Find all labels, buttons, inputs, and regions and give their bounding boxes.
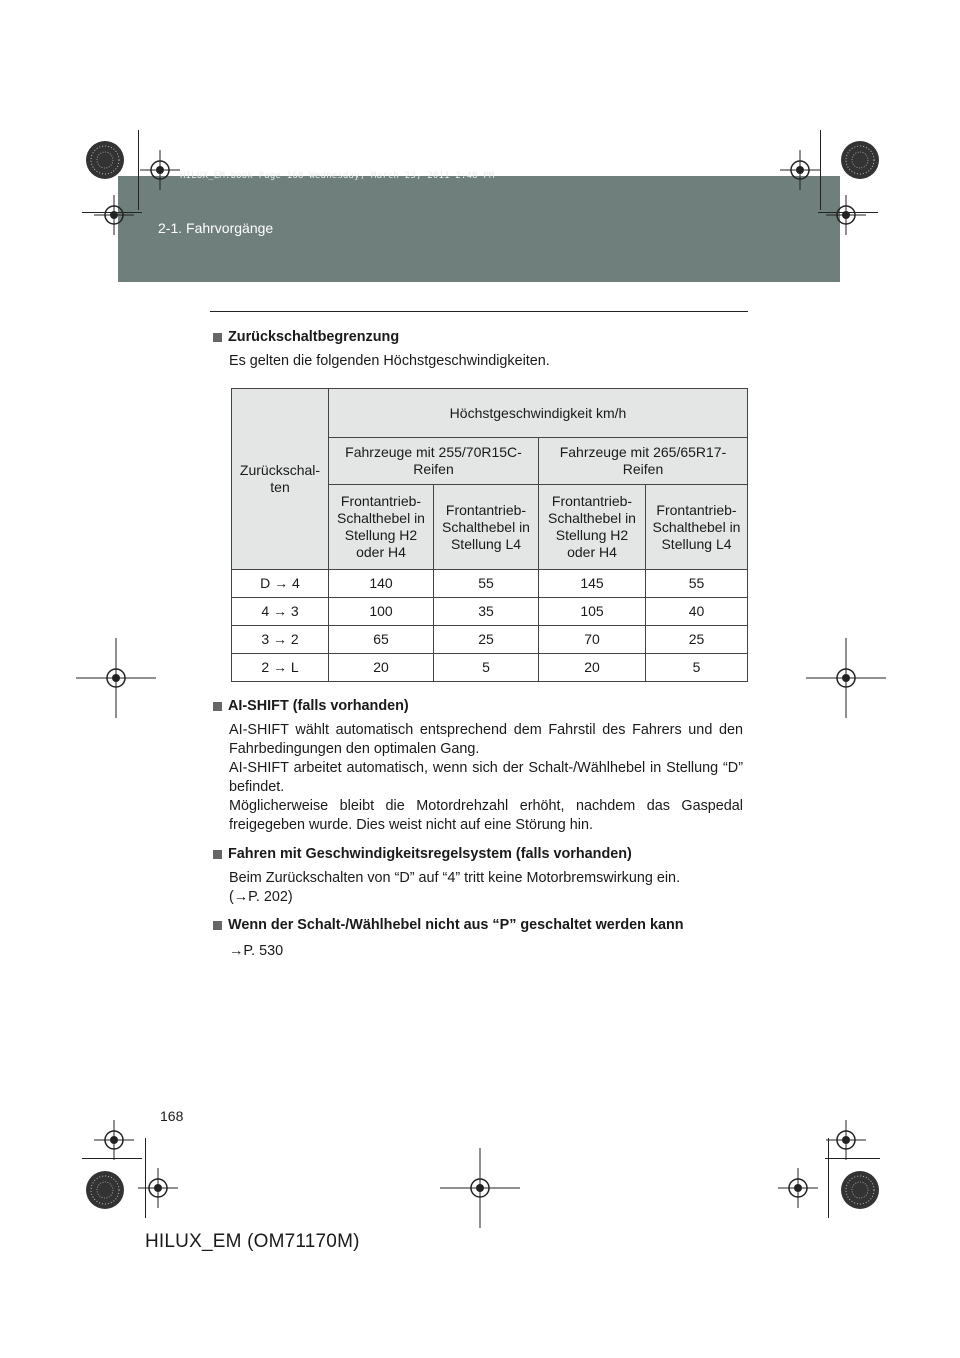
starburst-mark-icon bbox=[840, 1170, 880, 1210]
heading-text: Zurückschaltbegrenzung bbox=[228, 329, 400, 345]
value-cell: 145 bbox=[539, 570, 646, 598]
value-cell: 40 bbox=[646, 598, 748, 626]
header-col2: Frontantrieb-Schalthebel in Stellung L4 bbox=[434, 485, 539, 570]
crop-line bbox=[138, 130, 139, 210]
section-heading bbox=[213, 916, 743, 935]
square-bullet-icon bbox=[213, 921, 222, 930]
registration-mark-icon bbox=[76, 638, 156, 718]
heading-text: Wenn der Schalt-/Wählhebel nicht aus “P” geschaltet werden kann bbox=[228, 917, 684, 933]
section-downshift-limit bbox=[213, 328, 743, 371]
square-bullet-icon bbox=[213, 850, 222, 859]
section-heading bbox=[213, 328, 743, 347]
shift-cell: D → 4 bbox=[232, 570, 329, 598]
registration-mark-icon bbox=[94, 1120, 134, 1160]
registration-mark-icon bbox=[140, 150, 180, 190]
square-bullet-icon bbox=[213, 333, 222, 342]
square-bullet-icon bbox=[213, 702, 222, 711]
registration-mark-icon bbox=[94, 195, 134, 235]
divider bbox=[210, 311, 748, 312]
value-cell: 100 bbox=[329, 598, 434, 626]
table-row bbox=[232, 626, 748, 654]
registration-mark-icon bbox=[778, 1168, 818, 1208]
registration-mark-icon bbox=[826, 1120, 866, 1160]
paragraph: Es gelten die folgenden Höchstgeschwindigkeiten. bbox=[229, 353, 550, 369]
page-number: 168 bbox=[160, 1108, 184, 1124]
paragraph: Beim Zurückschalten von “D” auf “4” tritt keine Motorbremswirkung ein. bbox=[229, 870, 681, 886]
header-col4: Frontantrieb-Schalthebel in Stellung L4 bbox=[646, 485, 748, 570]
header-col3: Frontantrieb-Schalthebel in Stellung H2 oder H4 bbox=[539, 485, 646, 570]
header-col1: Frontantrieb-Schalthebel in Stellung H2 oder H4 bbox=[329, 485, 434, 570]
section-cruise-control bbox=[213, 845, 743, 907]
section-ai-shift bbox=[213, 697, 743, 835]
registration-mark-icon bbox=[780, 150, 820, 190]
chapter-header bbox=[118, 176, 840, 282]
registration-mark-icon bbox=[826, 195, 866, 235]
section-title: 2-1. Fahrvorgänge bbox=[158, 220, 274, 236]
shift-cell: 2 → L bbox=[232, 654, 329, 682]
value-cell: 70 bbox=[539, 626, 646, 654]
value-cell: 20 bbox=[329, 654, 434, 682]
crop-line bbox=[820, 130, 821, 210]
starburst-mark-icon bbox=[85, 140, 125, 180]
header-max-speed: Höchstgeschwindigkeit km/h bbox=[329, 389, 748, 438]
section-shift-lever-stuck bbox=[213, 916, 743, 961]
section-heading bbox=[213, 845, 743, 864]
document-code: HILUX_EM (OM71170M) bbox=[145, 1231, 360, 1252]
value-cell: 5 bbox=[434, 654, 539, 682]
value-cell: 35 bbox=[434, 598, 539, 626]
page-reference-link[interactable]: →P. 530 bbox=[229, 943, 284, 959]
value-cell: 105 bbox=[539, 598, 646, 626]
value-cell: 5 bbox=[646, 654, 748, 682]
registration-mark-icon bbox=[138, 1168, 178, 1208]
registration-mark-icon bbox=[440, 1148, 520, 1228]
shift-cell: 4 → 3 bbox=[232, 598, 329, 626]
header-tire-265: Fahrzeuge mit 265/65R17-Reifen bbox=[539, 438, 748, 485]
value-cell: 55 bbox=[434, 570, 539, 598]
starburst-mark-icon bbox=[840, 140, 880, 180]
paragraph: Möglicherweise bleibt die Motordrehzahl erhöht, nachdem das Gaspedal freigegeben wurde. Dies weist nicht auf eine Störung hin. bbox=[229, 798, 743, 833]
header-downshift: Zurückschal-ten bbox=[232, 389, 329, 570]
heading-text: AI-SHIFT (falls vorhanden) bbox=[228, 698, 409, 714]
table-row bbox=[232, 570, 748, 598]
book-stamp: HILUX_EM.book Page 168 Wednesday, March 23, 2011 2:48 PM bbox=[180, 171, 495, 181]
value-cell: 25 bbox=[646, 626, 748, 654]
header-tire-255: Fahrzeuge mit 255/70R15C-Reifen bbox=[329, 438, 539, 485]
value-cell: 55 bbox=[646, 570, 748, 598]
heading-text: Fahren mit Geschwindigkeitsregelsystem (falls vorhanden) bbox=[228, 846, 632, 862]
table-row bbox=[232, 598, 748, 626]
paragraph: AI-SHIFT arbeitet automatisch, wenn sich der Schalt-/Wählhebel in Stellung “D” befindet. bbox=[229, 760, 743, 795]
paragraph: AI-SHIFT wählt automatisch entsprechend dem Fahrstil des Fahrers und den Fahrbedingungen den optimalen Gang. bbox=[229, 722, 743, 757]
value-cell: 20 bbox=[539, 654, 646, 682]
shift-cell: 3 → 2 bbox=[232, 626, 329, 654]
max-speed-table bbox=[231, 388, 748, 682]
page-reference-link[interactable]: (→P. 202) bbox=[229, 889, 293, 905]
value-cell: 140 bbox=[329, 570, 434, 598]
value-cell: 25 bbox=[434, 626, 539, 654]
table-row bbox=[232, 654, 748, 682]
registration-mark-icon bbox=[806, 638, 886, 718]
section-heading bbox=[213, 697, 743, 716]
value-cell: 65 bbox=[329, 626, 434, 654]
starburst-mark-icon bbox=[85, 1170, 125, 1210]
